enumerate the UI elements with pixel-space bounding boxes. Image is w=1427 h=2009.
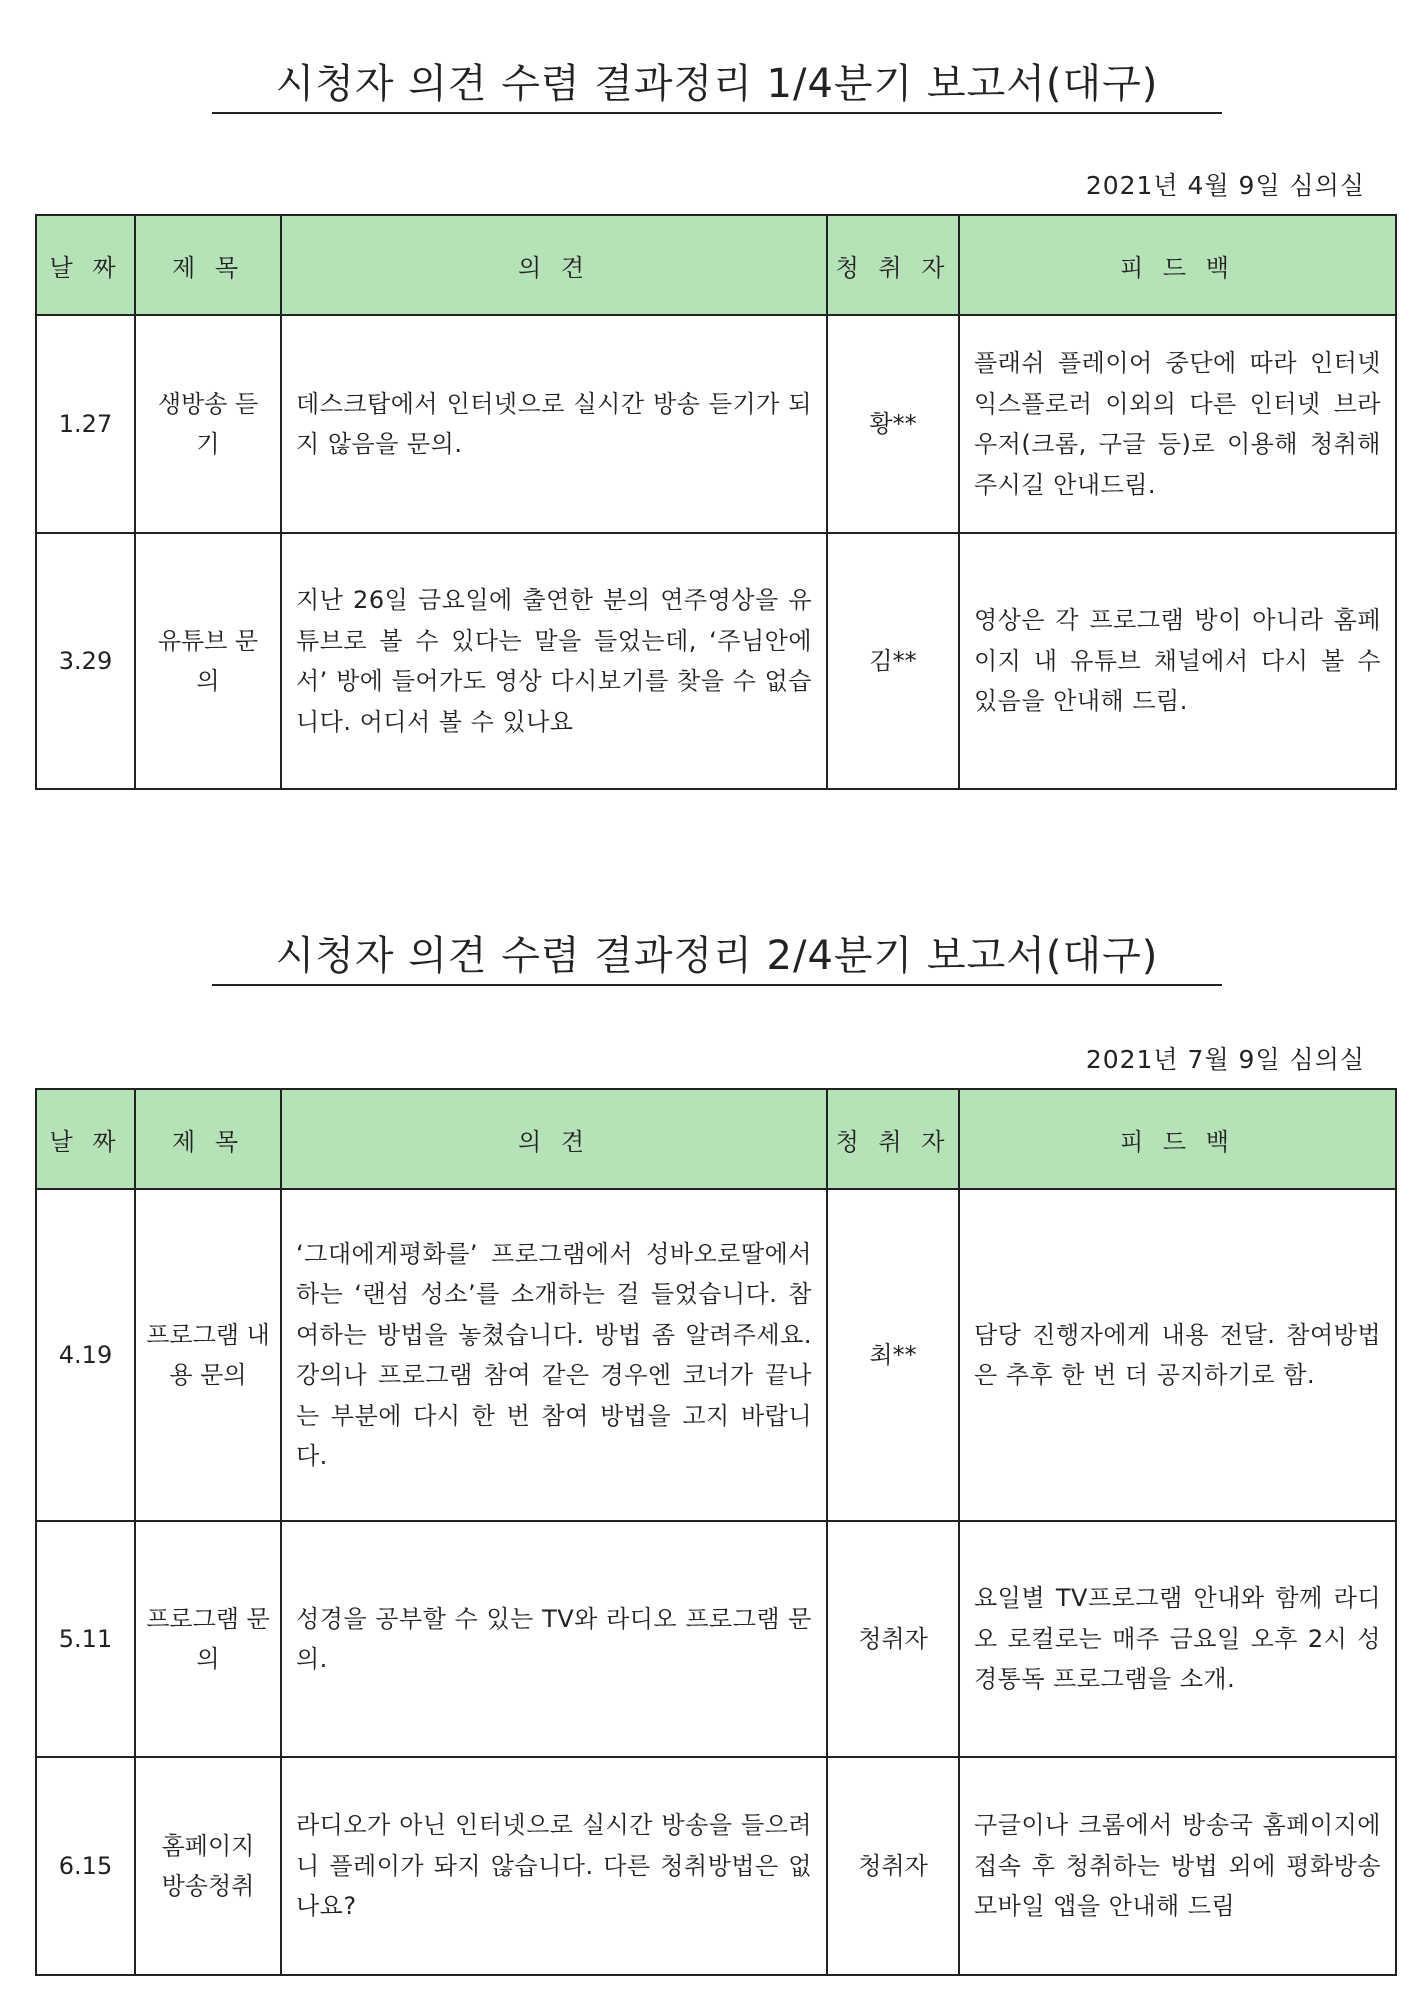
cell-date: 4.19 [36, 1189, 135, 1521]
header-opinion: 의 견 [281, 1089, 827, 1189]
cell-feedback: 요일별 TV프로그램 안내와 함께 라디오 로컬로는 매주 금요일 오후 2시 성경통독 프로그램을 소개. [959, 1521, 1396, 1757]
header-subject: 제 목 [135, 1089, 281, 1189]
cell-subject: 생방송 듣기 [135, 315, 281, 533]
header-row [36, 1089, 1396, 1189]
header-listener: 청 취 자 [827, 215, 959, 315]
cell-listener: 최** [827, 1189, 959, 1521]
cell-date: 5.11 [36, 1521, 135, 1757]
report1-title: 시청자 의견 수렴 결과정리 1/4분기 보고서(대구) [212, 58, 1222, 114]
cell-feedback: 영상은 각 프로그램 방이 아니라 홈페이지 내 유튜브 채널에서 다시 볼 수 있음을 안내해 드림. [959, 533, 1396, 789]
header-subject: 제 목 [135, 215, 281, 315]
cell-feedback: 담당 진행자에게 내용 전달. 참여방법은 추후 한 번 더 공지하기로 함. [959, 1189, 1396, 1521]
cell-date: 6.15 [36, 1757, 135, 1975]
table-row [36, 533, 1396, 789]
cell-listener: 청취자 [827, 1521, 959, 1757]
cell-subject: 프로그램 내용 문의 [135, 1189, 281, 1521]
cell-opinion: 라디오가 아닌 인터넷으로 실시간 방송을 들으려니 플레이가 돠지 않습니다. 다른 청취방법은 없나요? [281, 1757, 827, 1975]
cell-opinion: 성경을 공부할 수 있는 TV와 라디오 프로그램 문의. [281, 1521, 827, 1757]
report2-table [35, 1088, 1397, 1976]
cell-listener: 청취자 [827, 1757, 959, 1975]
table-row [36, 1521, 1396, 1757]
header-listener: 청 취 자 [827, 1089, 959, 1189]
header-feedback: 피 드 백 [959, 1089, 1396, 1189]
cell-opinion: ‘그대에게평화를’ 프로그램에서 성바오로딸에서 하는 ‘랜섬 성소’를 소개하는 걸 들었습니다. 참여하는 방법을 놓쳤습니다. 방법 좀 알려주세요. 강의나 프로그램 참여 같은 경우엔 코너가 끝나는 부분에 다시 한 번 참여 방법을 고지 바랍니다. [281, 1189, 827, 1521]
report1-table [35, 214, 1397, 790]
header-row [36, 215, 1396, 315]
cell-feedback: 플래쉬 플레이어 중단에 따라 인터넷 익스플로러 이외의 다른 인터넷 브라우저(크롬, 구글 등)로 이용해 청취해주시길 안내드림. [959, 315, 1396, 533]
header-date: 날 짜 [36, 215, 135, 315]
cell-opinion: 데스크탑에서 인터넷으로 실시간 방송 듣기가 되지 않음을 문의. [281, 315, 827, 533]
report2-date-line: 2021년 7월 9일 심의실 [1085, 1045, 1365, 1074]
header-opinion: 의 견 [281, 215, 827, 315]
cell-listener: 김** [827, 533, 959, 789]
cell-subject: 홈페이지 방송청취 [135, 1757, 281, 1975]
header-date: 날 짜 [36, 1089, 135, 1189]
report1-date-line: 2021년 4월 9일 심의실 [1085, 171, 1365, 200]
table-row [36, 1189, 1396, 1521]
cell-date: 3.29 [36, 533, 135, 789]
cell-subject: 유튜브 문의 [135, 533, 281, 789]
table-row [36, 1757, 1396, 1975]
cell-feedback: 구글이나 크롬에서 방송국 홈페이지에 접속 후 청취하는 방법 외에 평화방송 모바일 앱을 안내해 드림 [959, 1757, 1396, 1975]
cell-listener: 황** [827, 315, 959, 533]
cell-subject: 프로그램 문의 [135, 1521, 281, 1757]
report2-title: 시청자 의견 수렴 결과정리 2/4분기 보고서(대구) [212, 930, 1222, 986]
cell-date: 1.27 [36, 315, 135, 533]
table-row [36, 315, 1396, 533]
header-feedback: 피 드 백 [959, 215, 1396, 315]
cell-opinion: 지난 26일 금요일에 출연한 분의 연주영상을 유튜브로 볼 수 있다는 말을 들었는데, ‘주님안에서’ 방에 들어가도 영상 다시보기를 찾을 수 없습니다. 어디서 볼 수 있나요 [281, 533, 827, 789]
